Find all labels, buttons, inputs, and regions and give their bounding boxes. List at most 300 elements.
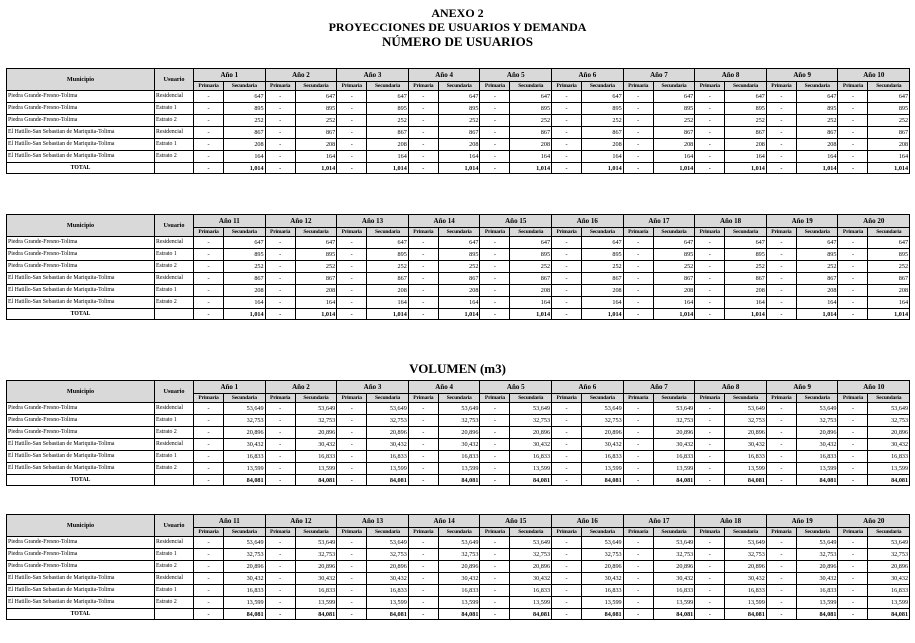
secundaria-cell: 32,753 xyxy=(796,415,838,427)
secundaria-cell: 16,833 xyxy=(224,585,266,597)
secundaria-cell: 20,896 xyxy=(653,561,695,573)
secundaria-cell: 252 xyxy=(653,115,695,127)
total-primaria-cell: - xyxy=(838,163,868,174)
total-primaria-cell: - xyxy=(337,475,367,486)
secundaria-header: Secundaria xyxy=(367,82,409,91)
primaria-cell: - xyxy=(766,139,796,151)
secundaria-cell: 53,649 xyxy=(868,403,910,415)
primaria-cell: - xyxy=(194,427,224,439)
primaria-cell: - xyxy=(265,273,295,285)
uso-cell: Residencial xyxy=(155,273,194,285)
primaria-header: Primaria xyxy=(265,228,295,237)
secundaria-cell: 53,649 xyxy=(796,537,838,549)
primaria-cell: - xyxy=(838,537,868,549)
secundaria-cell: 30,432 xyxy=(582,439,624,451)
secundaria-cell: 32,753 xyxy=(868,549,910,561)
uso-cell: Residencial xyxy=(155,537,194,549)
secundaria-cell: 867 xyxy=(725,127,767,139)
primaria-cell: - xyxy=(337,549,367,561)
uso-cell: Estrato 1 xyxy=(155,549,194,561)
secundaria-cell: 32,753 xyxy=(224,549,266,561)
total-uso-cell xyxy=(155,309,194,320)
table-row xyxy=(7,297,910,309)
secundaria-cell: 13,599 xyxy=(582,597,624,609)
primaria-cell: - xyxy=(408,103,438,115)
secundaria-cell: 16,833 xyxy=(224,451,266,463)
secundaria-cell: 164 xyxy=(653,297,695,309)
secundaria-cell: 16,833 xyxy=(438,451,480,463)
primaria-cell: - xyxy=(194,237,224,249)
secundaria-cell: 252 xyxy=(367,115,409,127)
primaria-header: Primaria xyxy=(194,82,224,91)
secundaria-cell: 164 xyxy=(295,297,337,309)
secundaria-cell: 30,432 xyxy=(438,573,480,585)
annex-title: ANEXO 2 xyxy=(431,6,484,20)
total-secundaria-cell: 84,081 xyxy=(582,475,624,486)
secundaria-cell: 895 xyxy=(868,103,910,115)
secundaria-cell: 20,896 xyxy=(582,427,624,439)
secundaria-header: Secundaria xyxy=(796,394,838,403)
secundaria-cell: 32,753 xyxy=(582,415,624,427)
secundaria-cell: 30,432 xyxy=(367,439,409,451)
secundaria-cell: 53,649 xyxy=(582,403,624,415)
secundaria-cell: 164 xyxy=(438,151,480,163)
municipio-cell: El Hatillo-San Sebastian de Mariquita-Tolima xyxy=(7,573,155,585)
primaria-cell: - xyxy=(194,139,224,151)
secundaria-cell: 895 xyxy=(438,249,480,261)
primaria-cell: - xyxy=(766,451,796,463)
secundaria-cell: 867 xyxy=(295,127,337,139)
year-header: Año 9 xyxy=(766,381,838,394)
primaria-header: Primaria xyxy=(623,394,653,403)
primaria-cell: - xyxy=(552,249,582,261)
municipio-header: Municipio xyxy=(7,515,155,537)
secundaria-cell: 53,649 xyxy=(725,403,767,415)
secundaria-cell: 164 xyxy=(367,151,409,163)
primaria-cell: - xyxy=(265,115,295,127)
primaria-cell: - xyxy=(408,451,438,463)
secundaria-cell: 895 xyxy=(367,249,409,261)
primaria-cell: - xyxy=(623,451,653,463)
secundaria-header: Secundaria xyxy=(868,228,910,237)
secundaria-header: Secundaria xyxy=(653,528,695,537)
primaria-cell: - xyxy=(194,103,224,115)
primaria-cell: - xyxy=(623,273,653,285)
users-table-years-11-20 xyxy=(6,214,910,320)
primaria-cell: - xyxy=(695,261,725,273)
secundaria-cell: 53,649 xyxy=(438,403,480,415)
secundaria-header: Secundaria xyxy=(725,394,767,403)
year-header: Año 10 xyxy=(838,381,910,394)
primaria-cell: - xyxy=(623,561,653,573)
secundaria-header: Secundaria xyxy=(295,82,337,91)
municipio-cell: Piedra Grande-Fresno-Tolima xyxy=(7,261,155,273)
secundaria-cell: 867 xyxy=(868,127,910,139)
total-secundaria-cell: 84,081 xyxy=(796,609,838,620)
year-header: Año 15 xyxy=(480,215,552,228)
total-secundaria-cell: 1,014 xyxy=(725,309,767,320)
primaria-header: Primaria xyxy=(623,228,653,237)
primaria-cell: - xyxy=(695,415,725,427)
uso-cell: Estrato 2 xyxy=(155,151,194,163)
primaria-cell: - xyxy=(552,537,582,549)
primaria-cell: - xyxy=(838,573,868,585)
secundaria-cell: 164 xyxy=(582,151,624,163)
secundaria-cell: 252 xyxy=(295,115,337,127)
primaria-cell: - xyxy=(408,403,438,415)
primaria-cell: - xyxy=(623,115,653,127)
year-header: Año 1 xyxy=(194,69,266,82)
primaria-cell: - xyxy=(838,91,868,103)
primaria-header: Primaria xyxy=(695,394,725,403)
secundaria-header: Secundaria xyxy=(653,82,695,91)
secundaria-cell: 30,432 xyxy=(224,573,266,585)
municipio-cell: El Hatillo-San Sebastian de Mariquita-Tolima xyxy=(7,151,155,163)
uso-cell: Residencial xyxy=(155,91,194,103)
secundaria-cell: 895 xyxy=(868,249,910,261)
primaria-cell: - xyxy=(265,91,295,103)
primaria-cell: - xyxy=(480,597,510,609)
primaria-cell: - xyxy=(695,127,725,139)
total-primaria-cell: - xyxy=(623,475,653,486)
uso-cell: Estrato 1 xyxy=(155,585,194,597)
primaria-cell: - xyxy=(838,151,868,163)
total-primaria-cell: - xyxy=(766,475,796,486)
year-header: Año 2 xyxy=(265,381,337,394)
secundaria-cell: 867 xyxy=(868,273,910,285)
secundaria-cell: 164 xyxy=(510,297,552,309)
primaria-cell: - xyxy=(552,91,582,103)
uso-cell: Residencial xyxy=(155,237,194,249)
primaria-cell: - xyxy=(552,261,582,273)
year-header: Año 18 xyxy=(695,515,767,528)
municipio-header: Municipio xyxy=(7,69,155,91)
total-primaria-cell: - xyxy=(695,609,725,620)
secundaria-cell: 895 xyxy=(510,103,552,115)
secundaria-cell: 647 xyxy=(653,237,695,249)
secundaria-cell: 53,649 xyxy=(510,403,552,415)
total-primaria-cell: - xyxy=(838,609,868,620)
primaria-cell: - xyxy=(265,403,295,415)
uso-cell: Estrato 1 xyxy=(155,415,194,427)
total-secundaria-cell: 1,014 xyxy=(224,309,266,320)
secundaria-cell: 53,649 xyxy=(725,537,767,549)
municipio-cell: El Hatillo-San Sebastian de Mariquita-Tolima xyxy=(7,585,155,597)
municipio-cell: Piedra Grande-Fresno-Tolima xyxy=(7,249,155,261)
total-secundaria-cell: 84,081 xyxy=(438,475,480,486)
secundaria-cell: 16,833 xyxy=(367,585,409,597)
primaria-cell: - xyxy=(695,573,725,585)
primaria-cell: - xyxy=(623,103,653,115)
table-row xyxy=(7,415,910,427)
primaria-cell: - xyxy=(408,415,438,427)
primaria-cell: - xyxy=(408,127,438,139)
total-label: TOTAL xyxy=(7,163,155,174)
primaria-cell: - xyxy=(480,537,510,549)
primaria-header: Primaria xyxy=(480,394,510,403)
primaria-cell: - xyxy=(337,297,367,309)
primaria-header: Primaria xyxy=(265,82,295,91)
secundaria-cell: 30,432 xyxy=(367,573,409,585)
secundaria-cell: 208 xyxy=(653,285,695,297)
year-header: Año 20 xyxy=(838,515,910,528)
primaria-cell: - xyxy=(194,285,224,297)
municipio-header: Municipio xyxy=(7,381,155,403)
total-primaria-cell: - xyxy=(766,309,796,320)
secundaria-header: Secundaria xyxy=(438,528,480,537)
primaria-cell: - xyxy=(623,261,653,273)
primaria-header: Primaria xyxy=(695,528,725,537)
table-row xyxy=(7,585,910,597)
secundaria-cell: 647 xyxy=(224,237,266,249)
secundaria-cell: 53,649 xyxy=(510,537,552,549)
primaria-cell: - xyxy=(552,127,582,139)
primaria-cell: - xyxy=(838,463,868,475)
primaria-cell: - xyxy=(194,249,224,261)
total-primaria-cell: - xyxy=(265,163,295,174)
primaria-header: Primaria xyxy=(408,528,438,537)
secundaria-cell: 647 xyxy=(295,237,337,249)
primaria-header: Primaria xyxy=(623,82,653,91)
uso-cell: Estrato 2 xyxy=(155,561,194,573)
secundaria-cell: 16,833 xyxy=(653,451,695,463)
uso-header: Usuario xyxy=(155,515,194,537)
municipio-cell: Piedra Grande-Fresno-Tolima xyxy=(7,549,155,561)
total-primaria-cell: - xyxy=(552,309,582,320)
primaria-header: Primaria xyxy=(552,528,582,537)
primaria-cell: - xyxy=(838,273,868,285)
primaria-cell: - xyxy=(194,561,224,573)
secundaria-header: Secundaria xyxy=(224,528,266,537)
primaria-cell: - xyxy=(766,573,796,585)
table-row xyxy=(7,537,910,549)
primaria-cell: - xyxy=(337,439,367,451)
secundaria-cell: 647 xyxy=(438,91,480,103)
primaria-header: Primaria xyxy=(408,394,438,403)
year-header: Año 7 xyxy=(623,69,695,82)
uso-cell: Estrato 2 xyxy=(155,297,194,309)
municipio-cell: El Hatillo-San Sebastian de Mariquita-Tolima xyxy=(7,297,155,309)
total-primaria-cell: - xyxy=(408,163,438,174)
primaria-cell: - xyxy=(337,249,367,261)
secundaria-cell: 30,432 xyxy=(725,439,767,451)
secundaria-cell: 867 xyxy=(438,273,480,285)
municipio-cell: Piedra Grande-Fresno-Tolima xyxy=(7,561,155,573)
total-secundaria-cell: 84,081 xyxy=(224,475,266,486)
total-primaria-cell: - xyxy=(480,163,510,174)
secundaria-cell: 867 xyxy=(653,273,695,285)
secundaria-cell: 20,896 xyxy=(224,561,266,573)
primaria-cell: - xyxy=(337,415,367,427)
total-secundaria-cell: 84,081 xyxy=(295,475,337,486)
table-row xyxy=(7,285,910,297)
year-header: Año 12 xyxy=(265,515,337,528)
table-row xyxy=(7,261,910,273)
secundaria-cell: 20,896 xyxy=(868,427,910,439)
secundaria-cell: 164 xyxy=(224,297,266,309)
year-header: Año 11 xyxy=(194,215,266,228)
primaria-cell: - xyxy=(265,561,295,573)
total-secundaria-cell: 1,014 xyxy=(367,163,409,174)
uso-cell: Estrato 2 xyxy=(155,261,194,273)
uso-cell: Estrato 2 xyxy=(155,463,194,475)
secundaria-cell: 867 xyxy=(438,127,480,139)
total-secundaria-cell: 84,081 xyxy=(510,609,552,620)
year-header: Año 1 xyxy=(194,381,266,394)
secundaria-cell: 252 xyxy=(510,115,552,127)
municipio-cell: El Hatillo-San Sebastian de Mariquita-Tolima xyxy=(7,127,155,139)
primaria-cell: - xyxy=(480,103,510,115)
secundaria-cell: 13,599 xyxy=(725,597,767,609)
municipio-cell: Piedra Grande-Fresno-Tolima xyxy=(7,427,155,439)
secundaria-cell: 32,753 xyxy=(653,415,695,427)
year-header: Año 8 xyxy=(695,69,767,82)
secundaria-header: Secundaria xyxy=(510,528,552,537)
secundaria-cell: 32,753 xyxy=(295,415,337,427)
primaria-cell: - xyxy=(194,451,224,463)
primaria-cell: - xyxy=(552,597,582,609)
primaria-header: Primaria xyxy=(194,228,224,237)
year-header: Año 8 xyxy=(695,381,767,394)
secundaria-cell: 30,432 xyxy=(510,573,552,585)
primaria-cell: - xyxy=(194,151,224,163)
primaria-cell: - xyxy=(766,561,796,573)
secundaria-cell: 867 xyxy=(796,127,838,139)
secundaria-cell: 20,896 xyxy=(868,561,910,573)
primaria-header: Primaria xyxy=(194,394,224,403)
primaria-cell: - xyxy=(766,91,796,103)
total-primaria-cell: - xyxy=(337,609,367,620)
primaria-header: Primaria xyxy=(838,394,868,403)
year-header: Año 13 xyxy=(337,515,409,528)
primaria-cell: - xyxy=(766,103,796,115)
primaria-cell: - xyxy=(695,585,725,597)
primaria-header: Primaria xyxy=(265,394,295,403)
secundaria-cell: 30,432 xyxy=(295,573,337,585)
secundaria-cell: 30,432 xyxy=(725,573,767,585)
volume-table-years-1-10 xyxy=(6,380,910,486)
secundaria-cell: 647 xyxy=(582,91,624,103)
primaria-cell: - xyxy=(194,537,224,549)
primaria-cell: - xyxy=(766,285,796,297)
primaria-cell: - xyxy=(695,537,725,549)
secundaria-header: Secundaria xyxy=(367,528,409,537)
primaria-cell: - xyxy=(265,261,295,273)
year-header: Año 10 xyxy=(838,69,910,82)
secundaria-cell: 30,432 xyxy=(653,573,695,585)
primaria-header: Primaria xyxy=(766,228,796,237)
primaria-cell: - xyxy=(408,439,438,451)
primaria-cell: - xyxy=(480,139,510,151)
year-header: Año 19 xyxy=(766,215,838,228)
secundaria-cell: 53,649 xyxy=(653,403,695,415)
primaria-cell: - xyxy=(480,561,510,573)
primaria-cell: - xyxy=(838,415,868,427)
total-secundaria-cell: 84,081 xyxy=(295,609,337,620)
total-primaria-cell: - xyxy=(480,309,510,320)
primaria-cell: - xyxy=(480,415,510,427)
secundaria-cell: 16,833 xyxy=(796,451,838,463)
primaria-cell: - xyxy=(408,285,438,297)
secundaria-cell: 16,833 xyxy=(295,451,337,463)
secundaria-cell: 208 xyxy=(582,139,624,151)
secundaria-cell: 208 xyxy=(796,139,838,151)
secundaria-cell: 895 xyxy=(510,249,552,261)
primaria-cell: - xyxy=(623,597,653,609)
year-header: Año 15 xyxy=(480,515,552,528)
primaria-cell: - xyxy=(265,237,295,249)
primaria-cell: - xyxy=(552,415,582,427)
uso-cell: Estrato 2 xyxy=(155,597,194,609)
secundaria-cell: 164 xyxy=(868,151,910,163)
primaria-cell: - xyxy=(480,249,510,261)
total-secundaria-cell: 84,081 xyxy=(725,475,767,486)
primaria-cell: - xyxy=(194,273,224,285)
secundaria-header: Secundaria xyxy=(725,228,767,237)
secundaria-cell: 895 xyxy=(796,249,838,261)
secundaria-cell: 895 xyxy=(224,103,266,115)
secundaria-cell: 32,753 xyxy=(295,549,337,561)
primaria-cell: - xyxy=(838,139,868,151)
primaria-cell: - xyxy=(408,427,438,439)
secundaria-cell: 13,599 xyxy=(367,597,409,609)
total-secundaria-cell: 1,014 xyxy=(438,309,480,320)
uso-header: Usuario xyxy=(155,215,194,237)
table-row xyxy=(7,237,910,249)
secundaria-cell: 647 xyxy=(725,91,767,103)
secundaria-cell: 208 xyxy=(510,285,552,297)
primaria-cell: - xyxy=(480,151,510,163)
primaria-cell: - xyxy=(695,91,725,103)
volume-table-years-11-20 xyxy=(6,514,910,620)
year-header: Año 5 xyxy=(480,69,552,82)
uso-cell: Residencial xyxy=(155,403,194,415)
total-secundaria-cell: 1,014 xyxy=(438,163,480,174)
secundaria-cell: 13,599 xyxy=(510,463,552,475)
primaria-cell: - xyxy=(194,573,224,585)
secundaria-cell: 895 xyxy=(224,249,266,261)
uso-cell: Estrato 2 xyxy=(155,115,194,127)
secundaria-cell: 16,833 xyxy=(796,585,838,597)
total-secundaria-cell: 1,014 xyxy=(295,309,337,320)
secundaria-cell: 252 xyxy=(438,261,480,273)
primaria-cell: - xyxy=(480,573,510,585)
municipio-cell: Piedra Grande-Fresno-Tolima xyxy=(7,403,155,415)
secundaria-cell: 20,896 xyxy=(796,561,838,573)
secundaria-cell: 164 xyxy=(224,151,266,163)
secundaria-cell: 13,599 xyxy=(295,463,337,475)
primaria-cell: - xyxy=(337,463,367,475)
uso-cell: Estrato 1 xyxy=(155,451,194,463)
total-primaria-cell: - xyxy=(552,475,582,486)
table-row xyxy=(7,561,910,573)
secundaria-header: Secundaria xyxy=(725,82,767,91)
secundaria-cell: 208 xyxy=(367,285,409,297)
secundaria-cell: 13,599 xyxy=(224,597,266,609)
primaria-cell: - xyxy=(623,573,653,585)
total-primaria-cell: - xyxy=(623,163,653,174)
secundaria-cell: 20,896 xyxy=(653,427,695,439)
total-label: TOTAL xyxy=(7,309,155,320)
primaria-cell: - xyxy=(552,237,582,249)
primaria-cell: - xyxy=(194,403,224,415)
primaria-cell: - xyxy=(480,451,510,463)
primaria-cell: - xyxy=(838,561,868,573)
total-secundaria-cell: 84,081 xyxy=(653,475,695,486)
total-label: TOTAL xyxy=(7,475,155,486)
primaria-cell: - xyxy=(480,127,510,139)
primaria-cell: - xyxy=(766,297,796,309)
